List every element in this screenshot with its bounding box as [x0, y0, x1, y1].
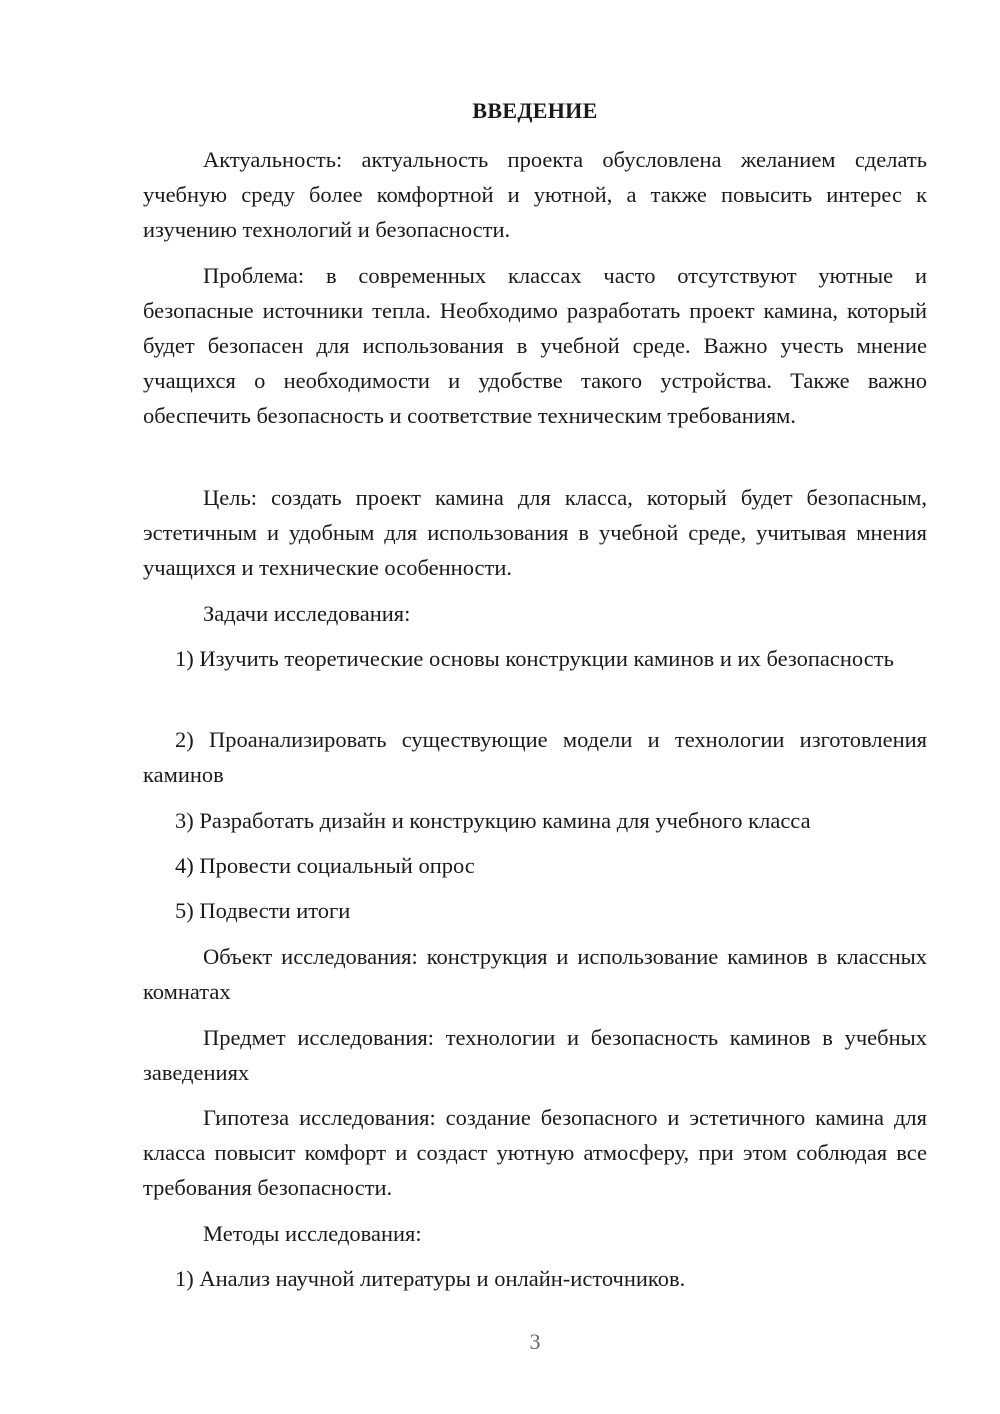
methods-heading: Методы исследования:: [203, 1221, 422, 1246]
document-page: [143, 0, 927, 1414]
method-item-1: 1) Анализ научной литературы и онлайн-источников.: [175, 1266, 686, 1291]
task-item-3: 3) Разработать дизайн и конструкцию камина для учебного класса: [175, 808, 811, 833]
paragraph-hypothesis: Гипотеза исследования: создание безопасного и эстетичного камина для класса повысит комфорт и создаст уютную атмосферу, при этом соблюдая все требования безопасности.: [143, 1105, 927, 1200]
paragraph-object: Объект исследования: конструкция и использование каминов в классных комнатах: [143, 944, 927, 1004]
task-item-2: 2) Проанализировать существующие модели и технологии изготовления каминов: [143, 727, 927, 787]
page-number: 3: [529, 1329, 541, 1354]
task-item-4: 4) Провести социальный опрос: [175, 853, 475, 878]
paragraph-relevance: Актуальность: актуальность проекта обусловлена желанием сделать учебную среду более комфортной и уютной, а также повысить интерес к изучению технологий и безопасности.: [143, 147, 927, 242]
paragraph-problem: Проблема: в современных классах часто отсутствуют уютные и безопасные источники тепла. Необходимо разработать проект камина, который будет безопасен для использования в учебной среде. Важно учесть мнение учащихся о необходимости и удобстве такого устройства. Также важно обеспечить безопасность и соответствие техническим требованиям.: [143, 263, 927, 428]
tasks-heading: Задачи исследования:: [203, 601, 411, 626]
task-item-5: 5) Подвести итоги: [175, 898, 351, 923]
section-title: ВВЕДЕНИЕ: [472, 98, 598, 123]
paragraph-goal: Цель: создать проект камина для класса, который будет безопасным, эстетичным и удобным для использования в учебной среде, учитывая мнения учащихся и технические особенности.: [143, 485, 927, 580]
task-item-1: 1) Изучить теоретические основы конструкции каминов и их безопасность: [175, 646, 894, 671]
paragraph-subject: Предмет исследования: технологии и безопасность каминов в учебных заведениях: [143, 1025, 927, 1085]
